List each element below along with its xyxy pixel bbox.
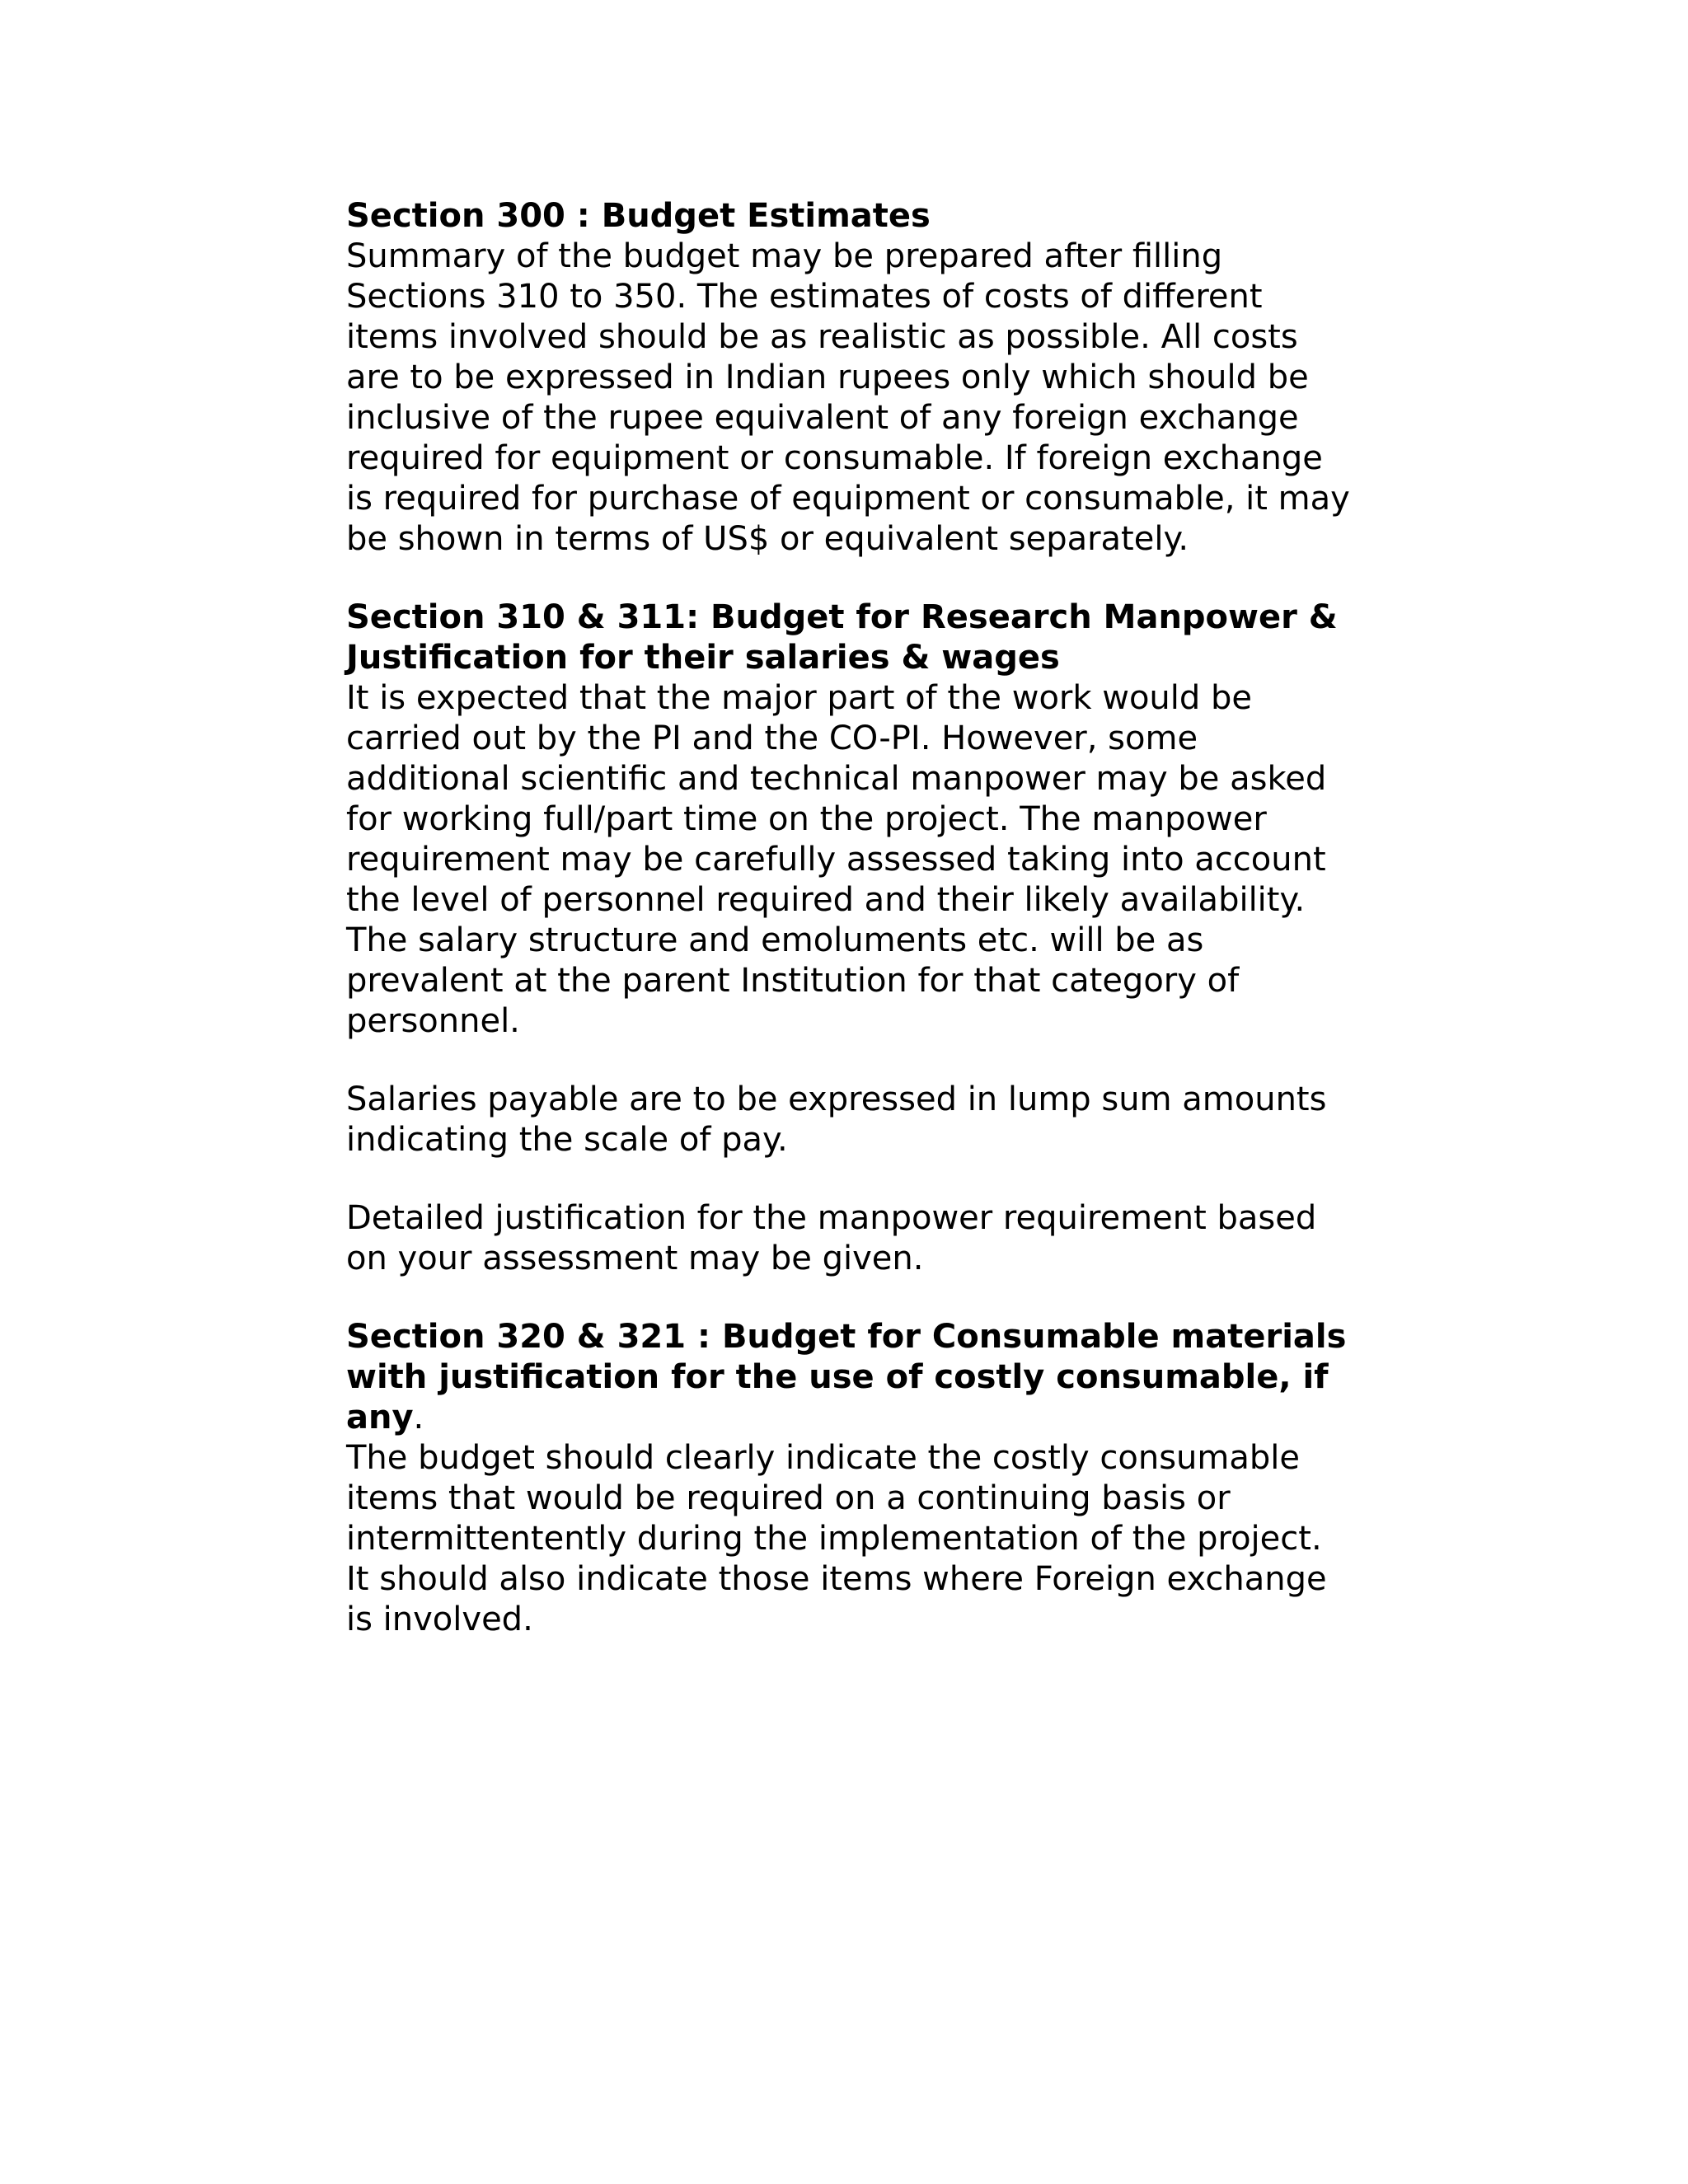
section-310-311-heading: Section 310 & 311: Budget for Research Manpower & Justification for their salaries & wages <box>346 598 1338 677</box>
section-310-311-salaries-paragraph: Salaries payable are to be expressed in lump sum amounts indicating the scale of pay. <box>346 1080 1327 1159</box>
spacer <box>346 1160 1352 1198</box>
section-320-321-body: The budget should clearly indicate the costly consumable items that would be required on a continuing basis or intermittentently during the implementation of the project. It should also indicate those items where Foreign exchange is involved. <box>346 1439 1327 1638</box>
section-320-321-heading-period: . <box>413 1399 424 1436</box>
section-320-321-heading: Section 320 & 321 : Budget for Consumable materials with justification for the use of costly consumable, if any <box>346 1318 1347 1436</box>
spacer <box>346 1279 1352 1317</box>
section-320-321-heading-line <box>346 1317 1352 1438</box>
spacer <box>346 1042 1352 1080</box>
section-310-311 <box>346 598 1352 1279</box>
document-page <box>346 196 1352 1640</box>
section-300 <box>346 196 1352 560</box>
spacer <box>346 560 1352 598</box>
section-300-heading: Section 300 : Budget Estimates <box>346 197 931 235</box>
section-300-body: Summary of the budget may be prepared after filling Sections 310 to 350. The estimates of costs of different items involved should be as realistic as possible. All costs are to be expressed in Indian rupees only which should be inclusive of the rupee equivalent of any foreign exchange required for equipment or consumable. If foreign exchange is required for purchase of equipment or consumable, it may be shown in terms of US$ or equivalent separately. <box>346 237 1350 558</box>
section-320-321 <box>346 1317 1352 1640</box>
section-310-311-justification-paragraph: Detailed justification for the manpower requirement based on your assessment may be given. <box>346 1199 1317 1277</box>
section-310-311-body: It is expected that the major part of the work would be carried out by the PI and the CO-PI. However, some additional scientific and technical manpower may be asked for working full/part time on the project. The manpower requirement may be carefully assessed taking into account the level of personnel required and their likely availability. The salary structure and emoluments etc. will be as prevalent at the parent Institution for that category of personnel. <box>346 679 1327 1040</box>
